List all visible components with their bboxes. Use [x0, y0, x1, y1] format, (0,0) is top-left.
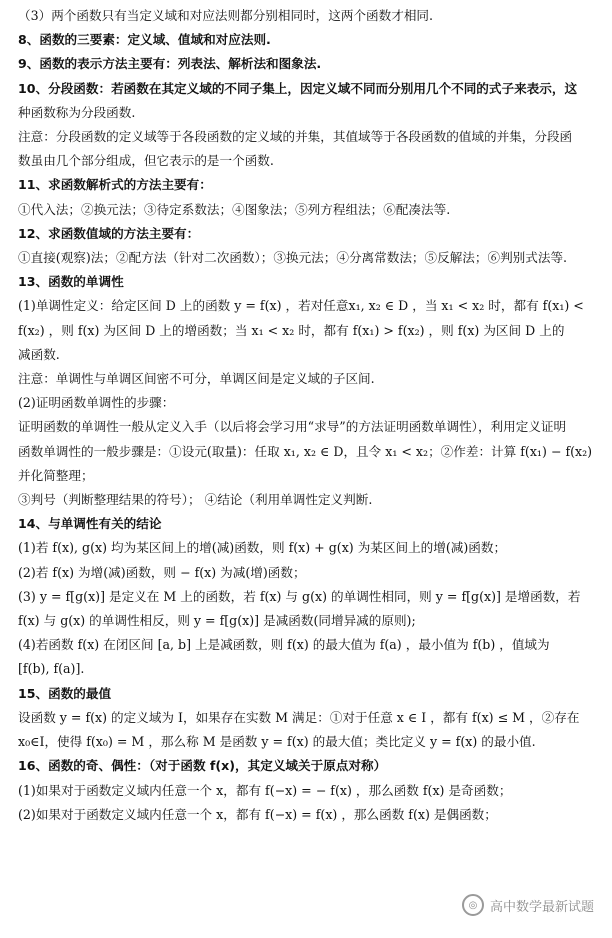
document-body — [18, 4, 594, 827]
text-line: 减函数. — [18, 346, 60, 362]
text-line: ③判号（判断整理结果的符号）； ④结论（利用单调性定义判断. — [18, 492, 373, 508]
text-line: 数虽由几个部分组成，但它表示的是一个函数. — [18, 153, 274, 169]
text-line: (2)证明函数单调性的步骤： — [18, 395, 175, 411]
text-line: f(x) 与 g(x) 的单调性相反，则 y = f[g(x)] 是减函数(同增异减的原则); — [18, 613, 416, 629]
text-line: (1)单调性定义：给定区间 D 上的函数 y = f(x) ，若对任意x₁, x₂ ∈ D ，当 x₁ < x₂ 时，都有 f(x₁) < — [18, 298, 584, 314]
text-line: （3）两个函数只有当定义域和对应法则都分别相同时，这两个函数才相同. — [18, 8, 434, 23]
section-heading-line: 13、函数的单调性 — [18, 274, 124, 290]
text-line: ①直接(观察)法；②配方法（针对二次函数）；③换元法；④分离常数法；⑤反解法；⑥判别式法等. — [18, 250, 568, 266]
text-line: 函数单调性的一般步骤是：①设元(取量)：任取 x₁, x₂ ∈ D，且令 x₁ < x₂；②作差：计算 f(x₁) − f(x₂) — [18, 443, 593, 459]
text-line: 注意：单调性与单调区间密不可分，单调区间是定义域的子区间. — [18, 371, 375, 387]
text-line: (1)如果对于函数定义域内任意一个 x，都有 f(−x) = − f(x) ，那么函数 f(x) 是奇函数； — [18, 782, 512, 798]
section-heading-line: 14、与单调性有关的结论 — [18, 516, 162, 532]
section-heading-line: 12、求函数值域的方法主要有： — [18, 225, 200, 241]
text-line: (2)如果对于函数定义域内任意一个 x，都有 f(−x) = f(x) ，那么函数 f(x) 是偶函数； — [18, 806, 497, 822]
watermark — [462, 894, 594, 916]
text-line: 种函数称为分段函数. — [18, 104, 136, 120]
text-line: (2)若 f(x) 为增(减)函数，则 − f(x) 为减(增)函数； — [18, 564, 306, 580]
section-heading-line: 11、求函数解析式的方法主要有： — [18, 177, 212, 193]
text-line: 注意：分段函数的定义域等于各段函数的定义域的并集，其值域等于各段函数的值域的并集，分段函 — [18, 129, 573, 145]
text-line: (3) y = f[g(x)] 是定义在 M 上的函数，若 f(x) 与 g(x) 的单调性相同，则 y = f[g(x)] 是增函数，若 — [18, 588, 581, 604]
text-line: 证明函数的单调性一般从定义入手（以后将会学习用“求导”的方法证明函数单调性），利用定义证明 — [18, 419, 567, 435]
section-heading-line: 15、函数的最值 — [18, 685, 112, 701]
text-line: ①代入法；②换元法；③待定系数法；④图象法；⑤列方程组法；⑥配凑法等. — [18, 201, 451, 217]
text-line: (1)若 f(x), g(x) 均为某区间上的增(减)函数，则 f(x) + g(x) 为某区间上的增(减)函数； — [18, 540, 507, 556]
wechat-icon: ◎ — [462, 894, 484, 916]
section-heading-line: 16、函数的奇、偶性：（对于函数 f(x)，其定义域关于原点对称） — [18, 758, 387, 774]
text-line: 设函数 y = f(x) 的定义域为 I，如果存在实数 M 满足：①对于任意 x ∈ I ，都有 f(x) ≤ M ，②存在 — [18, 709, 580, 725]
text-line: f(x₂) ，则 f(x) 为区间 D 上的增函数；当 x₁ < x₂ 时，都有 f(x₁) > f(x₂) ，则 f(x) 为区间 D 上的 — [18, 322, 565, 338]
watermark-text: 高中数学最新试题 — [489, 899, 594, 915]
text-line: [f(b), f(a)]. — [18, 661, 85, 677]
section-heading-line: 10、分段函数：若函数在其定义域的不同子集上，因定义域不同而分别用几个不同的式子来表示，这 — [18, 80, 578, 96]
text-line: 并化简整理； — [18, 467, 94, 483]
text-line: x₀∈I，使得 f(x₀) = M ，那么称 M 是函数 y = f(x) 的最大值；类比定义 y = f(x) 的最小值. — [18, 734, 536, 750]
section-heading-line: 8、函数的三要素：定义域、值域和对应法则. — [18, 32, 271, 48]
section-heading-line: 9、函数的表示方法主要有：列表法、解析法和图象法. — [18, 56, 322, 72]
text-line: (4)若函数 f(x) 在闭区间 [a, b] 上是减函数，则 f(x) 的最大值为 f(a) ，最小值为 f(b) ，值域为 — [18, 637, 550, 653]
